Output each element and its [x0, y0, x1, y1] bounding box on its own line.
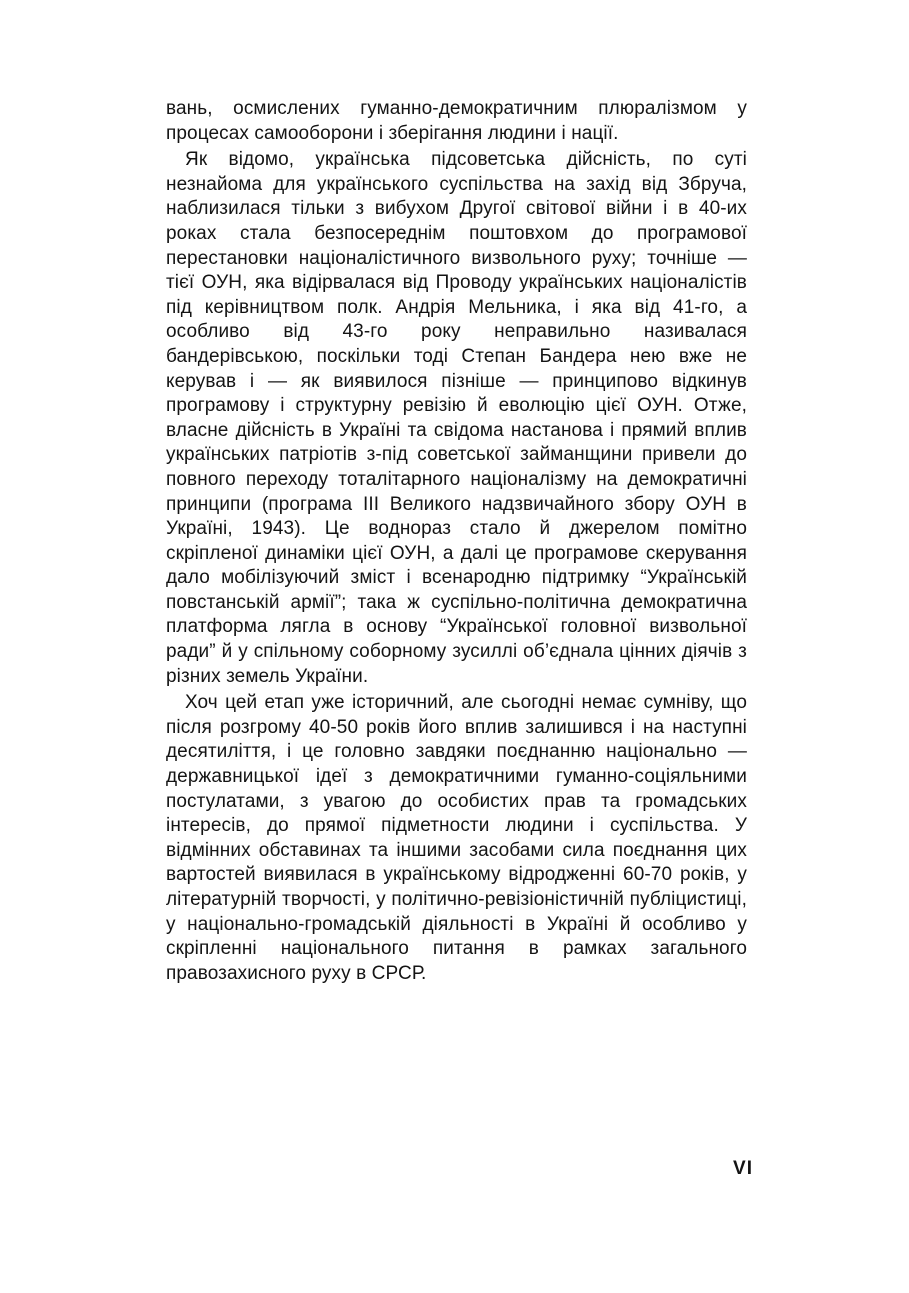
page-number: VI — [733, 1158, 753, 1179]
paragraph: Як відомо, українська підсоветська дійсність, по суті незнайома для українського суспільства на захід від Збруча, наблизилася тільки з вибухом Другої світової війни і в 40-их роках стала безпосереднім поштовхом до програмової перестановки націоналістичного визвольного руху; точніше — тієї ОУН, яка відірвалася від Проводу українських націоналістів під керівництвом полк. Андрія Мельника, і яка від 41-го, а особливо від 43-го року неправильно називалася бандерівською, поскільки тоді Степан Бандера нею вже не керував і — як виявилося пізніше — принципово відкинув програмову і структурну ревізію й еволюцію цієї ОУН. Отже, власне дійсність в Україні та свідома настанова і прямий вплив українських патріотів з-під советської займанщини привели до повного переходу тоталітарного націоналізму на демократичні принципи (програма III Великого надзвичайного збору ОУН в Україні, 1943). Це водноpаз стало й джерелом помітно скріпленої динаміки цієї ОУН, а далі це програмове скерування дало мобілізуючий зміст і всенародню підтримку “Українській повстанській армії”; така ж суспільно-політична демократична платформа лягла в основу “Української головної визвольної ради” й у спільному соборному зусиллі об’єднала цінних діячів з різних земель України. — [166, 149, 747, 687]
text-column — [166, 97, 747, 986]
paragraph: Хоч цей етап уже історичний, але сьогодні немає сумніву, що після розгрому 40-50 років його вплив залишився і на наступні десятиліття, і це головно завдяки поєднанню національно — державницької ідеї з демократичними гуманно-соціяльними постулатами, з увагою до особистих прав та громадських інтересів, до прямої підметности людини і суспільства. У відмінних обставинах та іншими засобами сила поєднання цих вартостей виявилася в українському відродженні 60-70 років, у літературній творчості, у політично-ревізіоністичній публіцистиці, у національно-громадській діяльності в Україні й особливо у скріпленні національного питання в рамках загального правозахисного руху в СРСР. — [166, 692, 747, 984]
paragraph-continuation: вань, осмислених гуманно-демократичним плюралізмом у процесах самооборони і зберігання людини і нації. — [166, 98, 747, 144]
